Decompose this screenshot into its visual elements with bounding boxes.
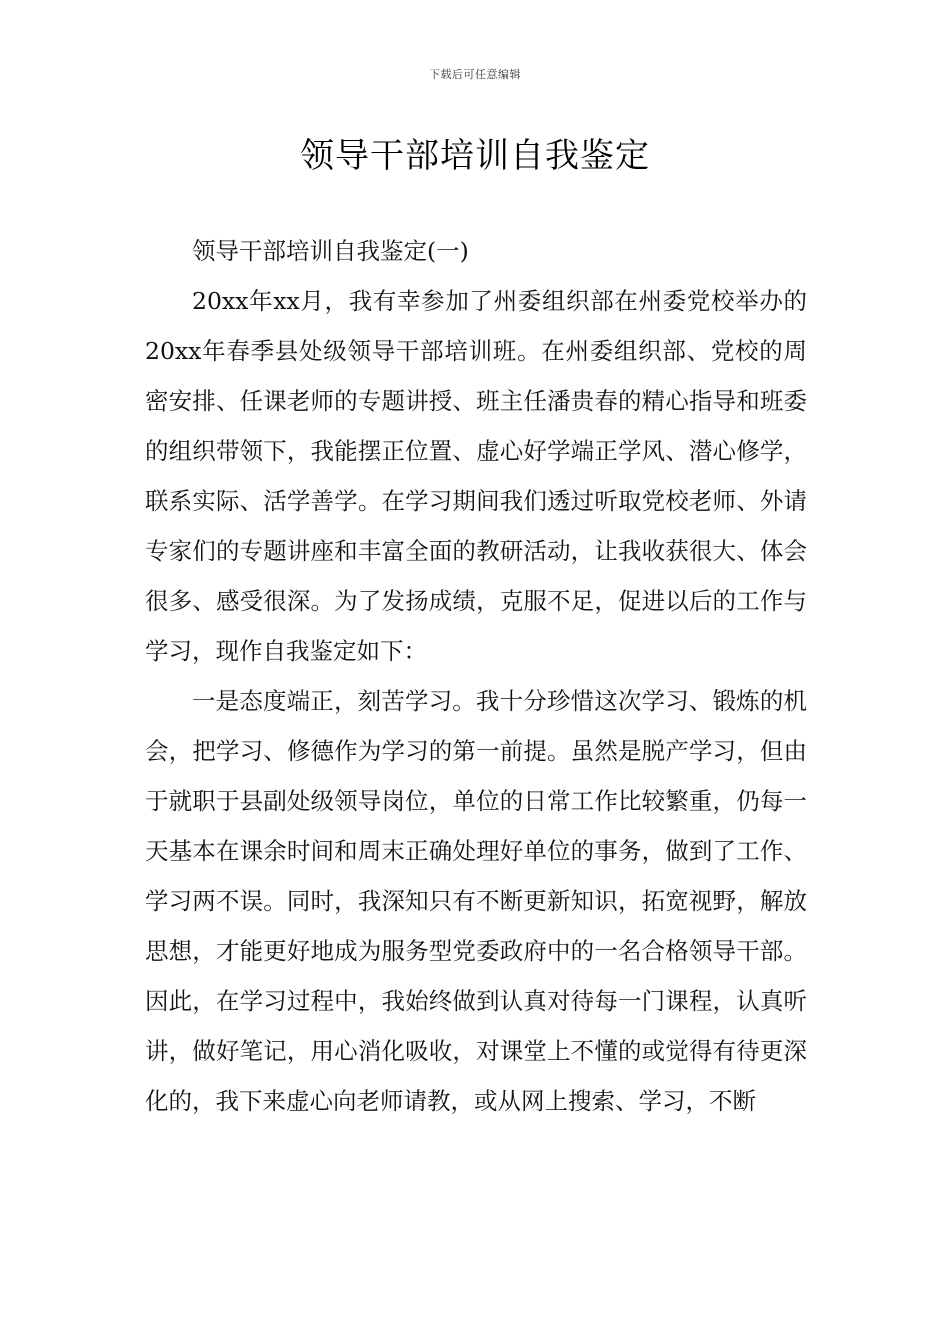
paragraph-intro: 20xx年xx月，我有幸参加了州委组织部在州委党校举办的20xx年春季县处级领导干部培训班。在州委组织部、党校的周密安排、任课老师的专题讲授、班主任潘贵春的精心指导和班委的组织带领下，我能摆正位置、虚心好学端正学风、潜心修学，联系实际、活学善学。在学习期间我们透过听取党校老师、外请专家们的专题讲座和丰富全面的教研活动，让我收获很大、体会很多、感受很深。为了发扬成绩，克服不足，促进以后的工作与学习，现作自我鉴定如下： xyxy=(145,287,807,665)
document-title: 领导干部培训自我鉴定 xyxy=(300,136,650,176)
paragraph-point-one: 一是态度端正，刻苦学习。我十分珍惜这次学习、锻炼的机会，把学习、修德作为学习的第一前提。虽然是脱产学习，但由于就职于县副处级领导岗位，单位的日常工作比较繁重，仍每一天基本在课余时间和周末正确处理好单位的事务，做到了工作、学习两不误。同时，我深知只有不断更新知识，拓宽视野，解放思想，才能更好地成为服务型党委政府中的一名合格领导干部。因此，在学习过程中，我始终做到认真对待每一门课程，认真听讲，做好笔记，用心消化吸收，对课堂上不懂的或觉得有待更深化的，我下来虚心向老师请教，或从网上搜索、学习，不断 xyxy=(145,687,807,1115)
header-note: 下载后可任意编辑 xyxy=(429,68,521,81)
section-subtitle: 领导干部培训自我鉴定(一) xyxy=(192,237,469,265)
document-body xyxy=(145,226,807,1126)
